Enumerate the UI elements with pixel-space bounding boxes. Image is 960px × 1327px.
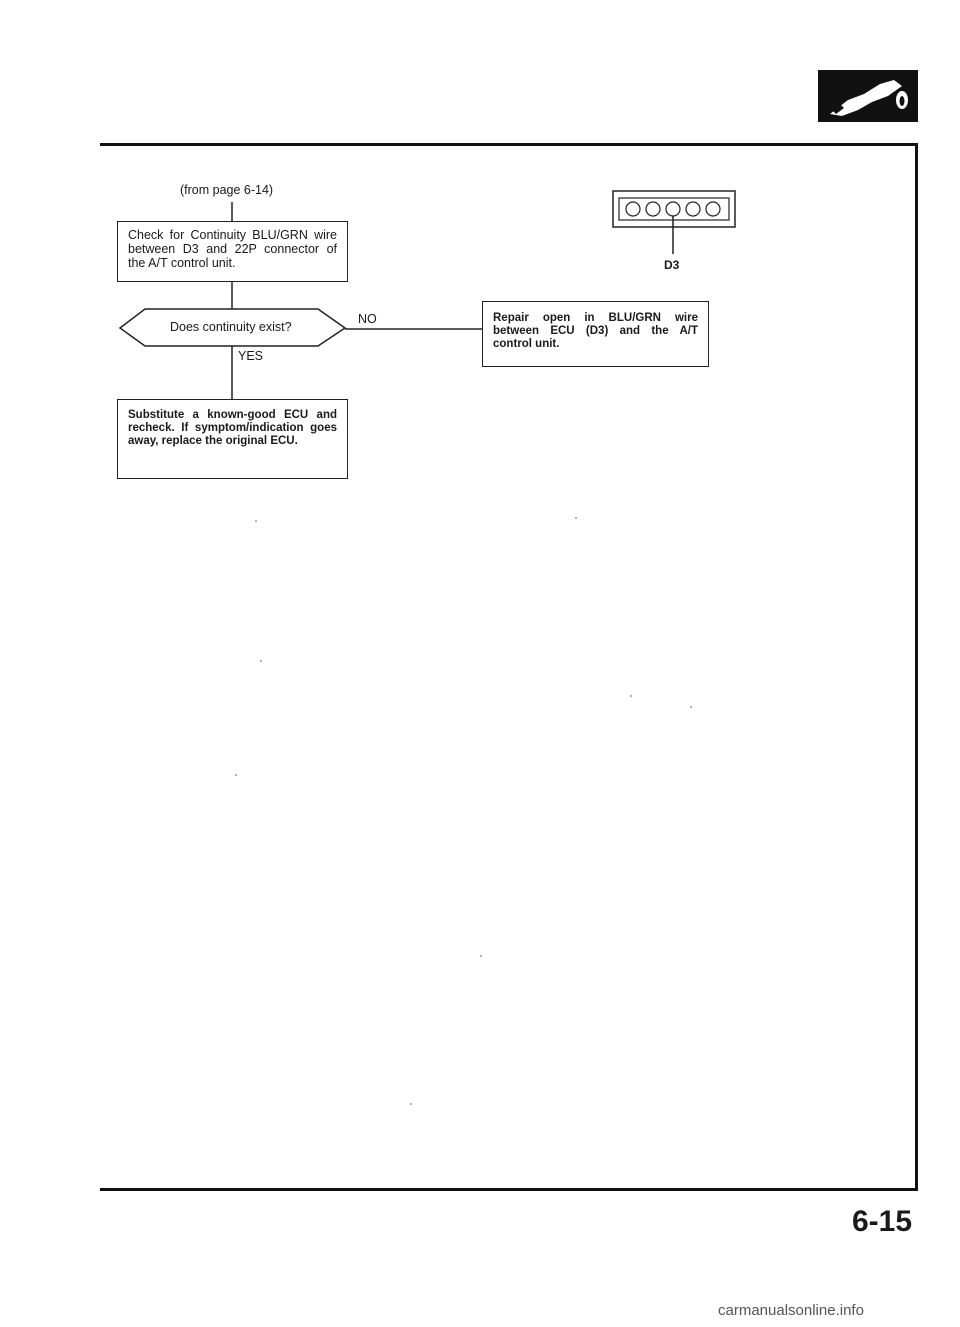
footer-rule — [100, 1188, 918, 1191]
scan-speck — [235, 774, 237, 776]
repair-wire-text: Repair open in BLU/GRN wire between ECU (D3) and the A/T control unit. — [493, 312, 698, 350]
substitute-ecu-text: Substitute a known-good ECU and recheck. If symptom/indication goes away, replace the original ECU. — [128, 409, 337, 447]
scan-speck — [575, 517, 577, 519]
scan-speck — [260, 660, 262, 662]
check-continuity-box — [117, 221, 348, 282]
no-label: NO — [358, 312, 377, 326]
check-continuity-text: Check for Continuity BLU/GRN wire between D3 and 22P connector of the A/T control unit. — [128, 228, 337, 270]
scan-speck — [255, 520, 257, 522]
scan-speck — [480, 955, 482, 957]
connector-pin-label: D3 — [664, 258, 680, 272]
scan-speck — [690, 706, 692, 708]
repair-wire-box — [482, 301, 709, 367]
scan-speck — [410, 1103, 412, 1105]
connector-diagram — [610, 188, 740, 258]
decision-text: Does continuity exist? — [170, 320, 292, 334]
yes-label: YES — [238, 349, 264, 363]
scan-speck — [630, 695, 632, 697]
entry-label: (from page 6-14) — [180, 183, 274, 197]
footer-watermark: carmanualsonline.info — [718, 1302, 864, 1319]
page-number: 6-15 — [852, 1205, 913, 1238]
substitute-ecu-box — [117, 399, 348, 479]
